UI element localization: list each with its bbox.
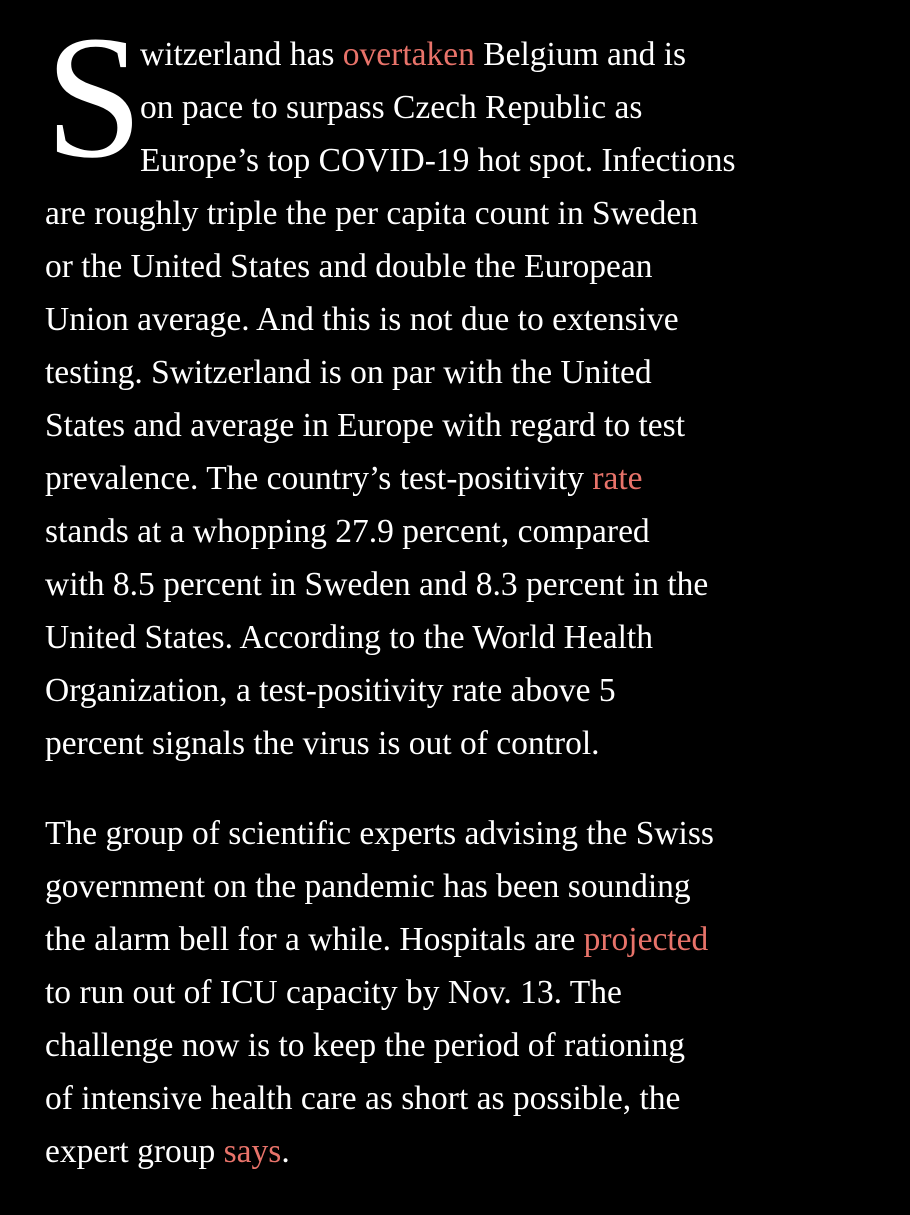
text-segment: stands at a whopping 27.9 percent, compared	[45, 513, 650, 550]
text-segment: States and average in Europe with regard to test	[45, 407, 686, 444]
text-segment: percent signals the virus is out of control.	[45, 725, 600, 762]
inline-link[interactable]: says	[223, 1133, 282, 1170]
text-line	[45, 240, 885, 293]
inline-link[interactable]: rate	[592, 460, 643, 497]
text-segment: United States. According to the World Health	[45, 619, 653, 656]
text-line	[45, 717, 885, 770]
text-segment: The group of scientific experts advising the Swiss	[45, 815, 714, 852]
text-segment: to run out of ICU capacity by Nov. 13. The	[45, 974, 622, 1011]
inline-link[interactable]: projected	[583, 921, 709, 958]
text-line	[45, 807, 885, 860]
text-line	[45, 346, 885, 399]
text-line	[45, 611, 885, 664]
text-segment: on pace to surpass Czech Republic as	[140, 89, 643, 126]
text-line	[45, 558, 885, 611]
text-segment: or the United States and double the European	[45, 248, 653, 285]
inline-link[interactable]: overtaken	[342, 36, 475, 73]
text-segment: testing. Switzerland is on par with the United	[45, 354, 652, 391]
text-segment: Europe’s top COVID-19 hot spot. Infections	[140, 142, 736, 179]
text-segment: witzerland has	[140, 36, 343, 73]
drop-cap: S	[45, 0, 143, 195]
paragraph	[45, 0, 885, 770]
text-line	[45, 28, 885, 81]
text-line	[45, 913, 885, 966]
text-line	[45, 293, 885, 346]
text-segment: expert group	[45, 1133, 224, 1170]
text-line	[45, 81, 885, 134]
text-segment: Union average. And this is not due to extensive	[45, 301, 679, 338]
text-segment: challenge now is to keep the period of rationing	[45, 1027, 686, 1064]
text-line	[45, 134, 885, 187]
article-body	[45, 0, 885, 1215]
text-segment: with 8.5 percent in Sweden and 8.3 percent in the	[45, 566, 709, 603]
text-line	[45, 1125, 885, 1178]
text-segment: the alarm bell for a while. Hospitals are	[45, 921, 584, 958]
paragraph	[45, 807, 885, 1178]
text-segment: Belgium and is	[474, 36, 687, 73]
text-line	[45, 966, 885, 1019]
text-line	[45, 664, 885, 717]
text-line	[45, 399, 885, 452]
text-line	[45, 187, 885, 240]
text-segment: government on the pandemic has been sounding	[45, 868, 691, 905]
text-line	[45, 505, 885, 558]
text-line	[45, 1072, 885, 1125]
text-segment: .	[281, 1133, 290, 1170]
text-line	[45, 1019, 885, 1072]
text-segment: prevalence. The country’s test-positivity	[45, 460, 593, 497]
text-segment: Organization, a test-positivity rate above 5	[45, 672, 616, 709]
text-line	[45, 452, 885, 505]
text-line	[45, 860, 885, 913]
text-segment: are roughly triple the per capita count in Sweden	[45, 195, 699, 232]
text-segment: of intensive health care as short as possible, the	[45, 1080, 681, 1117]
